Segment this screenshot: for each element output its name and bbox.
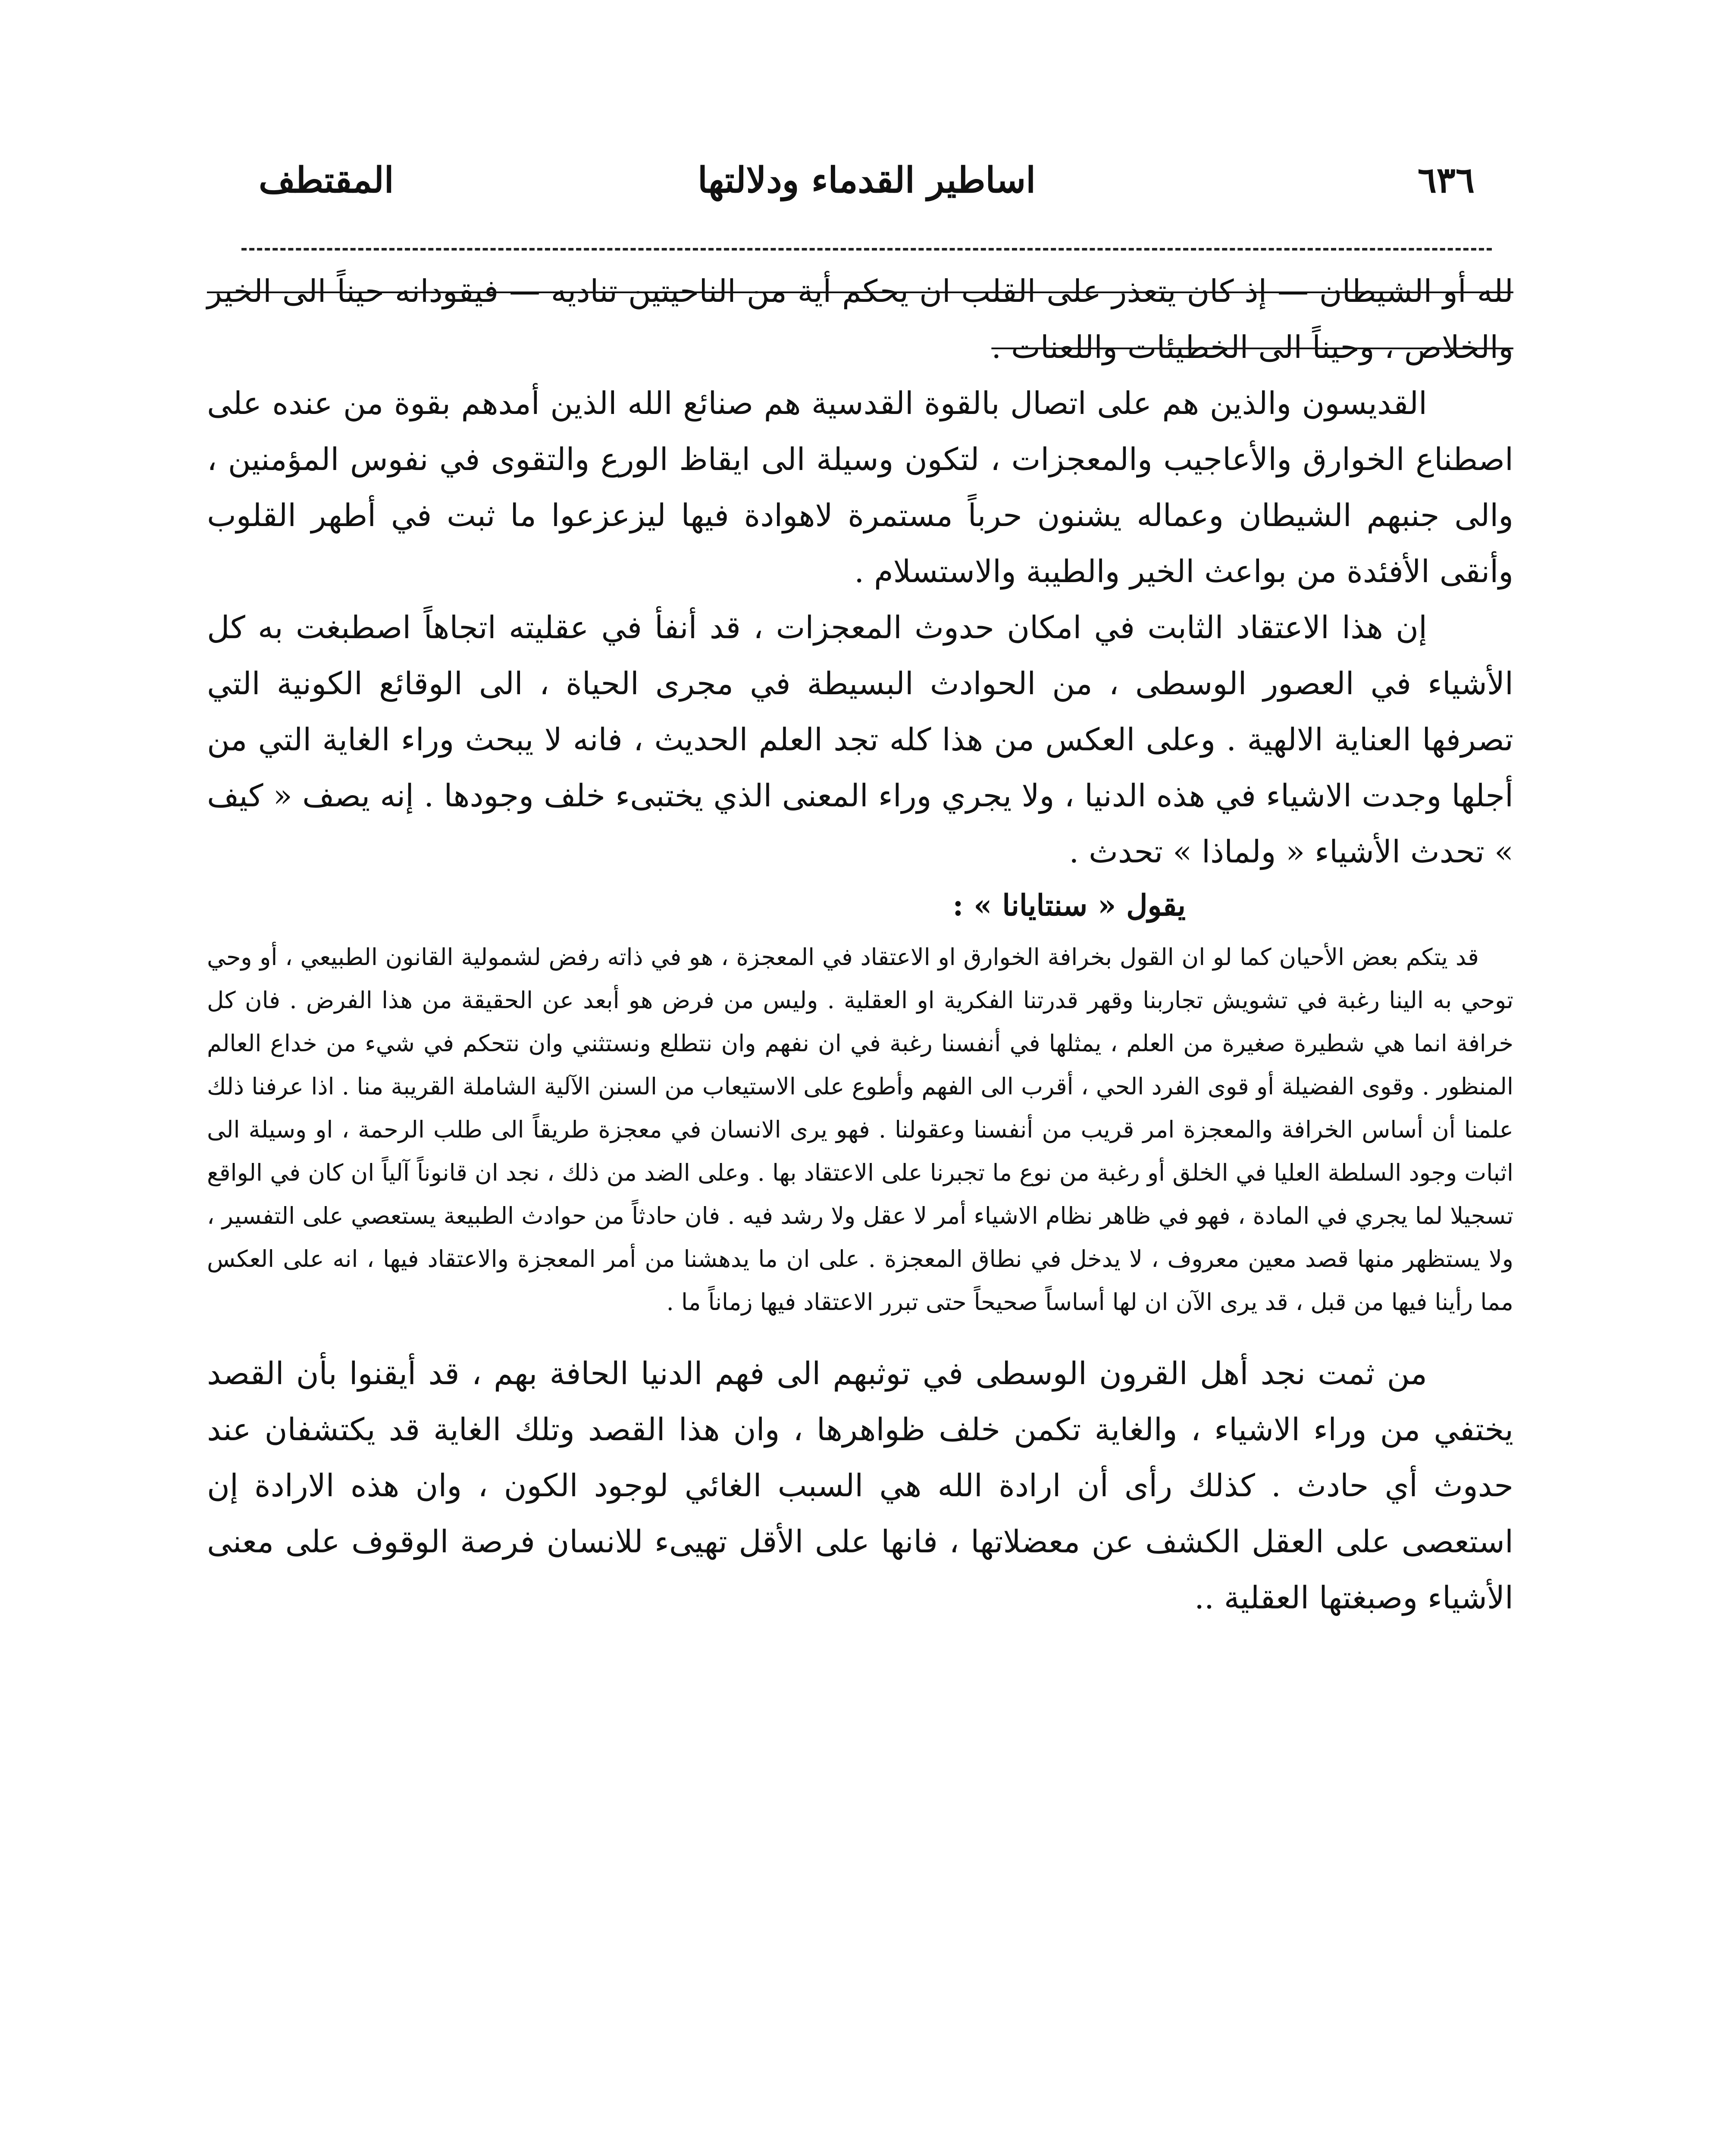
page-header [241, 142, 1492, 229]
paragraph-3: إن هذا الاعتقاد الثابت في امكان حدوث المعجزات ، قد أنفأ في عقليته اتجاهاً اصطبغت به كل الأشياء في العصور الوسطى ، من الحوادث البسيطة في مجرى الحياة ، الى الوقائع الكونية التي تصرفها العناية الالهية . وعلى العكس من هذا كله تجد العلم الحديث ، فانه لا يبحث وراء الغاية التي من أجلها وجدت الاشياء في هذه الدنيا ، ولا يجري وراء المعنى الذي يختبىء خلف وجودها . إنه يصف « كيف » تحدث الأشياء « ولماذا » تحدث . [207, 609, 1513, 870]
header-divider [241, 248, 1492, 251]
block-quote: قد يتكم بعض الأحيان كما لو ان القول بخرافة الخوارق او الاعتقاد في المعجزة ، هو في ذاته رفض لشمولية القانون الطبيعي ، أو وحي توحي به الينا رغبة في تشويش تجاربنا وقهر قدرتنا الفكرية او العقلية . وليس من فرض هو أبعد عن الحقيقة من هذا الفرض . فان كل خرافة انما هي شطيرة صغيرة من العلم ، يمثلها في أنفسنا رغبة في ان نفهم وان نتطلع ونستثني وان نتحكم في شيء من خداع العالم المنظور . وقوى الفضيلة أو قوى الفرد الحي ، أقرب الى الفهم وأطوع على الاستيعاب من السنن الآلية الشاملة القريبة منا . اذا عرفنا ذلك علمنا أن أساس الخرافة والمعجزة امر قريب من أنفسنا وعقولنا . فهو يرى الانسان في معجزة طريقاً الى طلب الرحمة ، او وسيلة الى اثبات وجود السلطة العليا في الخلق أو رغبة من نوع ما تجبرنا على الاعتقاد بها . وعلى الضد من ذلك ، نجد ان قانوناً آلياً ان كان في الواقع تسجيلا لما يجري في المادة ، فهو في ظاهر نظام الاشياء أمر لا عقل ولا رشد فيه . فان حادثاً من حوادث الطبيعة يستعصي على التفسير ، ولا يستظهر منها قصد معين معروف ، لا يدخل في نطاق المعجزة . على ان ما يدهشنا من أمر المعجزة والاعتقاد فيها ، انه على العكس مما رأينا فيها من قبل ، قد يرى الآن ان لها أساساً صحيحاً حتى تبرر الاعتقاد فيها زماناً ما . [207, 943, 1514, 1316]
quote-intro: يقول « سنتايانا » : [952, 888, 1186, 923]
paragraph-1: لله أو الشيطان — إذ كان يتعذر على القلب ان يحكم أية من الناحيتين تناديه — فيقودانه حيناً الى الخير والخلاص ، وحيناً الى الخطيئات واللعنات . [207, 273, 1513, 365]
spacer [207, 1337, 1513, 1345]
paragraph-2: القديسون والذين هم على اتصال بالقوة القدسية هم صنائع الله الذين أمدهم بقوة من عنده على اصطناع الخوارق والأعاجيب والمعجزات ، لتكون وسيلة الى ايقاظ الورع والتقوى في نفوس المؤمنين ، والى جنبهم الشيطان وعماله يشنون حرباً مستمرة لاهوادة فيها ليزعزعوا ما ثبت في أطهر القلوب وأنقى الأفئدة من بواعث الخير والطيبة والاستسلام . [207, 385, 1513, 589]
article-body [207, 263, 1513, 1626]
journal-name: المقتطف [259, 160, 394, 201]
article-title: اساطير القدماء ودلالتها [698, 160, 1036, 201]
page-number: ٦٣٦ [1417, 160, 1475, 201]
closing-paragraph: من ثمت نجد أهل القرون الوسطى في توثبهم الى فهم الدنيا الحافة بهم ، قد أيقنوا بأن القصد يختفي من وراء الاشياء ، والغاية تكمن خلف ظواهرها ، وان هذا القصد وتلك الغاية قد يكتشفان عند حدوث أي حادث . كذلك رأى أن ارادة الله هي السبب الغائي لوجود الكون ، وان هذه الارادة إن استعصى على العقل الكشف عن معضلاتها ، فانها على الأقل تهيىء للانسان فرصة الوقوف على معنى الأشياء وصبغتها العقلية .. [207, 1355, 1513, 1616]
